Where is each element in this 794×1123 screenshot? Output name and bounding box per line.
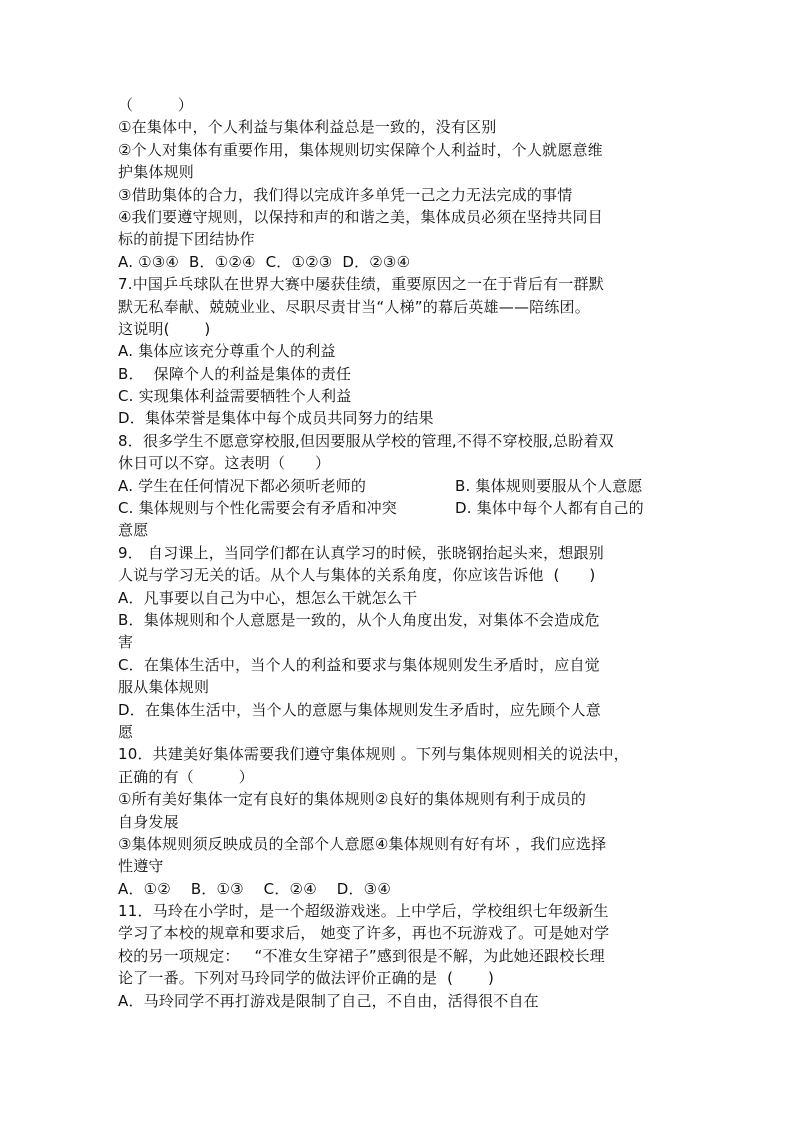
q6-statement-1: ①在集体中，个人利益与集体利益总是一致的，没有区别: [118, 118, 497, 137]
q8-option-d: D. 集体中每个人都有自己的: [455, 499, 644, 518]
q8-stem-cont: 休日可以不穿。这表明（ ）: [118, 454, 331, 473]
q7-option-c: C. 实现集体利益需要牺牲个人利益: [118, 387, 352, 406]
q8-options-ab: [118, 475, 688, 497]
q11-stem-cont-3: 论了一番。下列对马玲同学的做法评价正确的是 ( ): [118, 969, 495, 988]
q10-statements-34-cont: 性遵守: [118, 857, 164, 876]
q9-option-d-cont: 愿: [118, 722, 134, 741]
q10-options: A．①② B．①③ C．②④ D．③④: [118, 879, 391, 898]
q9-option-b-cont: 害: [118, 633, 134, 652]
q10-stem-cont: 正确的有（ ）: [118, 767, 254, 786]
q6-statement-3: ③借助集体的合力，我们得以完成许多单凭一己之力无法完成的事情: [118, 185, 573, 204]
q11-stem-cont-2: 校的另一项规定： “不准女生穿裙子”感到很是不解，为此她还跟校长理: [118, 946, 605, 965]
q9-option-d: D．在集体生活中，当个人的意愿与集体规则发生矛盾时，应先顾个人意: [118, 700, 601, 719]
q7-stem-blank: 这说明( ): [118, 319, 211, 338]
q7-option-d: D．集体荣誉是集体中每个成员共同努力的结果: [118, 409, 434, 428]
q8-options-cd: [118, 497, 688, 519]
q6-statement-4-cont: 标的前提下团结协作: [118, 230, 255, 249]
q10-statements-34: ③集体规则须反映成员的全部个人意愿④集体规则有好有坏 ，我们应选择: [118, 834, 607, 853]
q6-statement-4: ④我们要遵守规则，以保持和声的和谐之美，集体成员必须在坚持共同目: [118, 207, 603, 226]
q11-stem: 11．马玲在小学时，是一个超级游戏迷。上中学后，学校组织七年级新生: [118, 902, 609, 921]
q6-statement-2: ②个人对集体有重要作用，集体规则切实保障个人利益时，个人就愿意维: [118, 140, 603, 159]
q9-stem-cont: 人说与学习无关的话。从个人与集体的关系角度，你应该告诉他 ( ): [118, 566, 596, 585]
q9-option-c: C．在集体生活中，当个人的利益和要求与集体规则发生矛盾时，应自觉: [118, 655, 600, 674]
q11-option-a: A．马玲同学不再打游戏是限制了自己，不自由，活得很不自在: [118, 991, 539, 1010]
q7-stem: 7.中国乒乓球队在世界大赛中屡获佳绩，重要原因之一在于背后有一群默: [118, 275, 604, 294]
q6-answer-blank: （ ）: [118, 96, 194, 114]
q8-stem: 8．很多学生不愿意穿校服,但因要服从学校的管理,不得不穿校服,总盼着双: [118, 431, 614, 450]
q6-statement-2-cont: 护集体规则: [118, 163, 195, 182]
q10-stem: 10．共建美好集体需要我们遵守集体规则 。下列与集体规则相关的说法中，: [118, 745, 629, 764]
q9-option-b: B．集体规则和个人意愿是一致的，从个人角度出发，对集体不会造成危: [118, 610, 600, 629]
q8-option-c: C. 集体规则与个性化需要会有矛盾和冲突: [118, 499, 398, 518]
q8-option-d-cont: 意愿: [118, 521, 149, 540]
q10-statements-12: ①所有美好集体一定有良好的集体规则②良好的集体规则有利于成员的: [118, 790, 587, 809]
q7-option-b: B． 保障个人的利益是集体的责任: [118, 364, 352, 383]
q7-stem-cont: 默无私奉献、兢兢业业、尽职尽责甘当“人梯”的幕后英雄——陪练团。: [118, 297, 590, 316]
document-page: [118, 94, 688, 1012]
q9-option-c-cont: 服从集体规则: [118, 678, 210, 697]
q7-option-a: A. 集体应该充分尊重个人的利益: [118, 342, 336, 361]
q8-option-a: A. 学生在任何情况下都必须听老师的: [118, 476, 367, 495]
q9-stem: 9． 自习课上，当同学们都在认真学习的时候，张晓钢抬起头来，想跟别: [118, 543, 604, 562]
q11-stem-cont-1: 学习了本校的规章和要求后， 她变了许多，再也不玩游戏了。可是她对学: [118, 924, 610, 943]
q8-option-b: B. 集体规则要服从个人意愿: [455, 476, 643, 495]
q10-statements-12-cont: 自身发展: [118, 812, 179, 831]
q6-options: A. ①③④ B．①②④ C．①②③ D．②③④: [118, 252, 411, 271]
q9-option-a: A．凡事要以自己为中心，想怎么干就怎么干: [118, 588, 418, 607]
